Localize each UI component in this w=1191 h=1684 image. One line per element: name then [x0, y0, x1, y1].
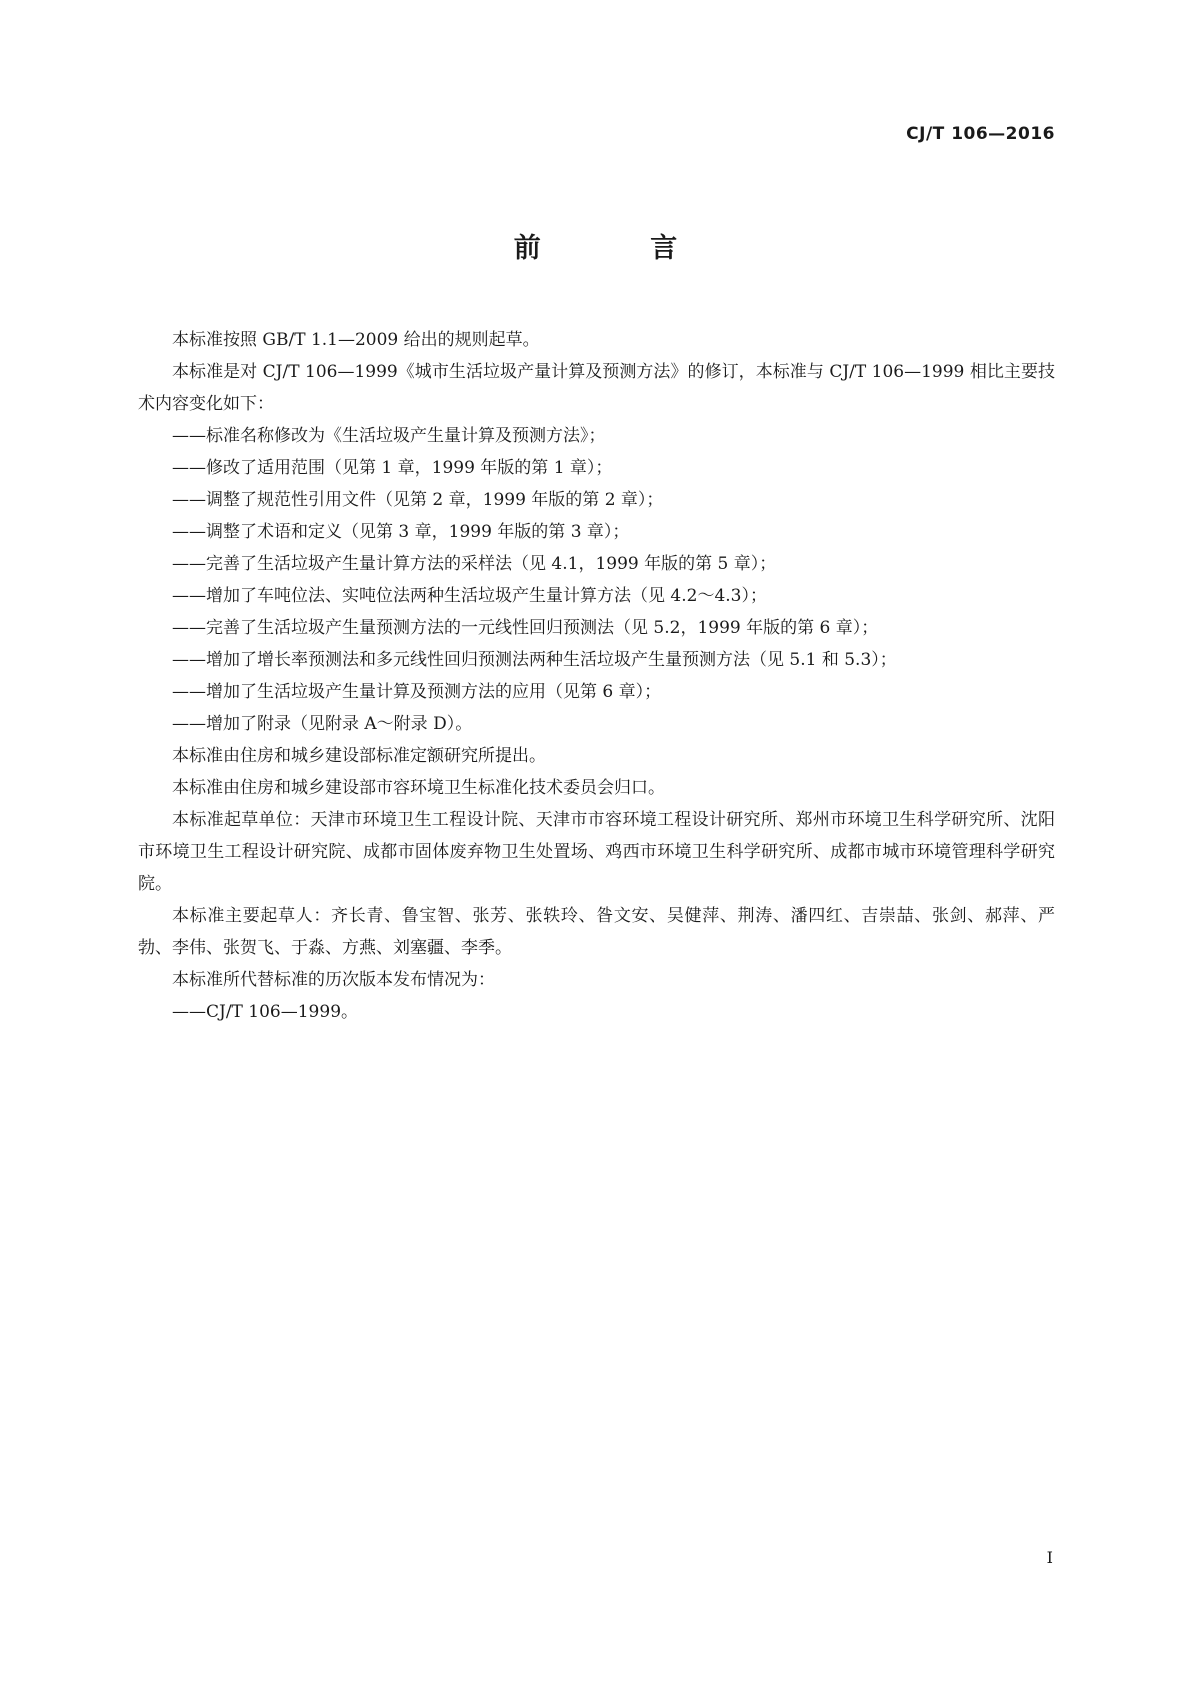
standard-code: CJ/T 106—2016 — [906, 124, 1055, 144]
paragraph-drafters: 本标准主要起草人：齐长青、鲁宝智、张芳、张轶玲、昝文安、吴健萍、荆涛、潘四红、吉崇喆、张剑、郝萍、严勃、李伟、张贺飞、于淼、方燕、刘塞疆、李季。 — [138, 906, 1055, 958]
change-item: ——增加了生活垃圾产生量计算及预测方法的应用（见第 6 章）； — [172, 682, 662, 702]
change-item: ——完善了生活垃圾产生量预测方法的一元线性回归预测法（见 5.2，1999 年版的第 6 章）； — [172, 618, 879, 638]
document-body — [138, 324, 1055, 1028]
page-number: I — [1046, 1548, 1053, 1567]
history-item: ——CJ/T 106—1999。 — [172, 1002, 359, 1022]
change-item: ——增加了车吨位法、实吨位法两种生活垃圾产生量计算方法（见 4.2～4.3）； — [172, 586, 767, 606]
paragraph-drafting-rules: 本标准按照 GB/T 1.1—2009 给出的规则起草。 — [172, 330, 540, 350]
paragraph-proposer: 本标准由住房和城乡建设部标准定额研究所提出。 — [172, 746, 546, 766]
change-item: ——修改了适用范围（见第 1 章，1999 年版的第 1 章）； — [172, 458, 613, 478]
change-item: ——调整了术语和定义（见第 3 章，1999 年版的第 3 章）； — [172, 522, 630, 542]
page-title: 前 言 — [513, 233, 728, 264]
paragraph-history-intro: 本标准所代替标准的历次版本发布情况为： — [172, 970, 495, 990]
change-item: ——增加了增长率预测法和多元线性回归预测法两种生活垃圾产生量预测方法（见 5.1 和 5.3）； — [172, 650, 897, 670]
change-item: ——调整了规范性引用文件（见第 2 章，1999 年版的第 2 章）； — [172, 490, 664, 510]
paragraph-revision-intro: 本标准是对 CJ/T 106—1999《城市生活垃圾产量计算及预测方法》的修订，本标准与 CJ/T 106—1999 相比主要技术内容变化如下： — [138, 362, 1055, 414]
change-item: ——增加了附录（见附录 A～附录 D）。 — [172, 714, 473, 734]
paragraph-drafting-units: 本标准起草单位：天津市环境卫生工程设计院、天津市市容环境工程设计研究所、郑州市环境卫生科学研究所、沈阳市环境卫生工程设计研究院、成都市固体废弃物卫生处置场、鸡西市环境卫生科学研究所、成都市城市环境管理科学研究院。 — [138, 810, 1055, 894]
change-item: ——完善了生活垃圾产生量计算方法的采样法（见 4.1，1999 年版的第 5 章）； — [172, 554, 777, 574]
change-item: ——标准名称修改为《生活垃圾产生量计算及预测方法》； — [172, 426, 606, 446]
paragraph-administrator: 本标准由住房和城乡建设部市容环境卫生标准化技术委员会归口。 — [172, 778, 665, 798]
